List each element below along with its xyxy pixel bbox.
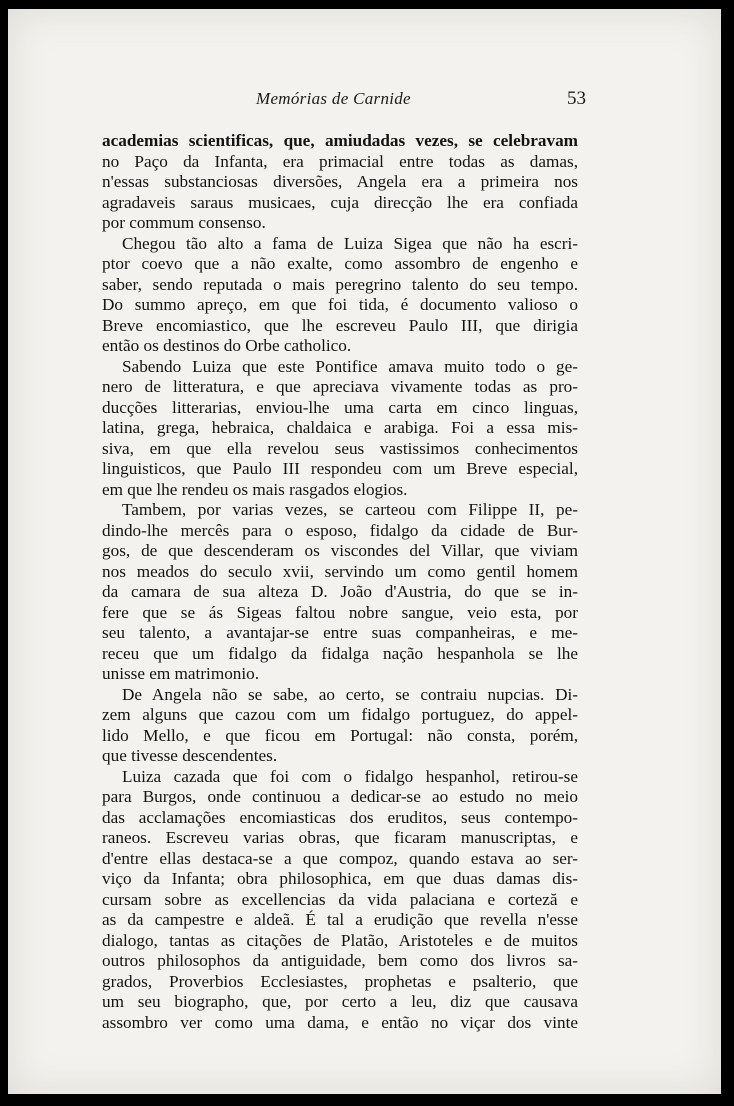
text-line: Do summo apreço, em que foi tida, é documento valioso o [102,295,578,314]
text-line: cursam sobre as excellencias da vida palaciana e corteză e [102,889,578,909]
text-line: siva, em que ella revelou seus vastissimos conhecimentos [102,438,578,458]
paragraph [102,767,578,1034]
text-line: grados, Proverbios Ecclesiastes, prophetas e psalterio, que [102,971,578,991]
text-line: das acclamações encomiasticas dos eruditos, seus contempo- [102,807,578,827]
text-line: raneos. Escreveu varias obras, que ficaram manuscriptas, e [102,828,578,847]
running-title: Memórias de Carnide [256,89,411,108]
text-line: receu que um fidalgo da fidalga nação hespanhola se lhe [102,643,578,663]
text-line: Tambem, por varias vezes, se carteou com Filippe II, pe- [122,500,578,519]
text-line: assombro ver como uma dama, e então no viçar dos vinte [102,1012,578,1032]
paragraph [102,357,578,501]
text-line: ptor coevo que a não exalte, como assombro de engenho e [102,254,578,273]
text-line: De Angela não se sabe, ao certo, se contraiu nupcias. Di- [122,684,578,704]
text-line: gos, de que descenderam os viscondes del Villar, que viviam [102,541,578,560]
running-header [256,89,586,113]
text-line: latina, grega, hebraica, chaldaica e arabiga. Foi a essa mis- [102,418,578,437]
paragraph [102,500,578,685]
text-line: ducções litterarias, enviou-lhe uma carta em cinco linguas, [102,397,578,417]
text-line: academias scientificas, que, amiudadas vezes, se celebravam [102,131,578,150]
paragraph [102,685,578,767]
text-line: nos meados do seculo xvii, servindo um como gentil homem [102,561,578,581]
text-line: saber, sendo reputada o mais peregrino talento do seu tempo. [102,274,578,294]
text-line: que tivesse descendentes. [102,746,278,765]
text-line: dialogo, tantas as citações de Platão, Aristoteles e de muitos [102,930,578,950]
text-line: no Paço da Infanta, era primacial entre todas as damas, [102,151,578,171]
text-line: por commum consenso. [102,213,266,232]
text-line: d'entre ellas destaca-se a que compoz, quando estava ao ser- [102,848,578,868]
text-line: nero de litteratura, e que apreciava vivamente todas as pro- [102,377,578,396]
text-line: fere que se ás Sigeas faltou nobre sangue, veio esta, por [102,602,578,622]
text-line: Luiza cazada que foi com o fidalgo hespanhol, retirou-se [122,766,578,786]
text-line: em que lhe rendeu os mais rasgados elogios. [102,479,408,499]
text-line: dindo-lhe mercês para o esposo, fidalgo da cidade de Bur- [102,520,578,540]
text-line: n'essas substanciosas diversões, Angela era a primeira nos [102,172,578,191]
page-number: 53 [567,88,586,109]
text-line: lido Mello, e que ficou em Portugal: não consta, porém, [102,725,578,745]
text-line: unisse em matrimonio. [102,664,260,683]
paragraph [102,234,578,357]
text-line: da camara de sua alteza D. João d'Austria, do que se in- [102,582,578,601]
text-line: outros philosophos da antiguidade, bem como dos livros sa- [102,951,578,970]
text-line: linguisticos, que Paulo III respondeu com um Breve especial, [102,459,578,478]
text-line: um seu biographo, que, por certo a leu, diz que causava [102,992,578,1011]
text-line: as da campestre e aldeã. É tal a erudição que revella n'esse [102,910,578,929]
text-line: zem alguns que cazou com um fidalgo portuguez, do appel- [102,705,578,724]
body-text [102,131,578,1033]
paragraph [102,131,578,234]
text-line: agradaveis saraus musicaes, cuja direcção lhe era confiada [102,192,578,212]
text-line: seu talento, a avantajar-se entre suas companheiras, e me- [102,623,578,642]
text-line: Breve encomiastico, que lhe escreveu Paulo III, que dirigia [102,315,578,335]
text-line: então os destinos do Orbe catholico. [102,336,352,355]
text-line: viço da Infanta; obra philosophica, em que duas damas dis- [102,869,578,888]
text-line: Chegou tão alto a fama de Luiza Sigea que não ha escri- [122,233,578,253]
book-page [8,9,721,1094]
text-line: Sabendo Luiza que este Pontifice amava muito todo o ge- [122,356,578,376]
text-line: para Burgos, onde continuou a dedicar-se ao estudo no meio [102,787,578,806]
